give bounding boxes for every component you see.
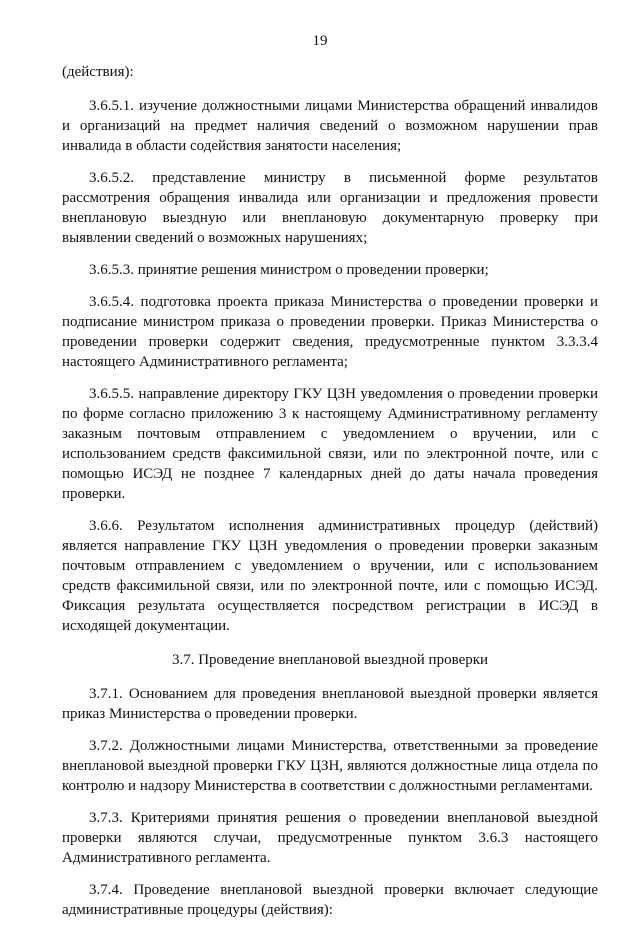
paragraph-3-7-4: 3.7.4. Проведение внеплановой выездной проверки включает следующие административные процедуры (действия): [62, 882, 598, 918]
paragraph-3-6-5-4: 3.6.5.4. подготовка проекта приказа Министерства о проведении проверки и подписание министром приказа о проведении проверки. Приказ Министерства о проведении проверки содержит сведения, предусмотренные пунктом 3.3.3.4 настоящего Административного регламента; [62, 294, 598, 370]
paragraph-3-7-2: 3.7.2. Должностными лицами Министерства, ответственными за проведение внеплановой выездной проверки ГКУ ЦЗН, являются должностные лица отдела по контролю и надзору Министерства в соответствии с должностными регламентами. [62, 738, 598, 794]
paragraph-3-6-5-2: 3.6.5.2. представление министру в письменной форме результатов рассмотрения обращения инвалида или организации и предложения провести внеплановую выездную или внеплановую документарную проверку при выявлении сведений о возможных нарушениях; [62, 170, 598, 246]
paragraph-3-7-3: 3.7.3. Критериями принятия решения о проведении внеплановой выездной проверки являются случаи, предусмотренные пунктом 3.6.3 настоящего Административного регламента. [62, 810, 598, 866]
paragraph-3-6-6: 3.6.6. Результатом исполнения административных процедур (действий) является направление ГКУ ЦЗН уведомления о проведении проверки заказным почтовым отправлением с уведомлением о вручении, или с использованием средств факсимильной связи, или по электронной почте, или с помощью ИСЭД. Фиксация результата осуществляется посредством регистрации в ИСЭД в исходящей документации. [62, 518, 598, 634]
paragraph-3-6-5-3: 3.6.5.3. принятие решения министром о проведении проверки; [89, 262, 489, 278]
lead-in-text: (действия): [62, 64, 134, 80]
document-body [62, 62, 598, 932]
section-heading: 3.7. Проведение внеплановой выездной проверки [171, 652, 489, 668]
page-number: 19 [312, 33, 328, 49]
paragraph-3-6-5-5: 3.6.5.5. направление директору ГКУ ЦЗН уведомления о проведении проверки по форме согласно приложению 3 к настоящему Административному регламенту заказным почтовым отправлением с уведомлением о вручении, или с использованием средств факсимильной связи, или по электронной почте, или с помощью ИСЭД не позднее 7 календарных дней до даты начала проведения проверки. [62, 386, 598, 502]
paragraph-3-7-1: 3.7.1. Основанием для проведения внеплановой выездной проверки является приказ Министерства о проведении проверки. [62, 686, 598, 722]
paragraph-3-6-5-1: 3.6.5.1. изучение должностными лицами Министерства обращений инвалидов и организаций на предмет наличия сведений о возможном нарушении прав инвалида в области содействия занятости населения; [62, 98, 598, 154]
